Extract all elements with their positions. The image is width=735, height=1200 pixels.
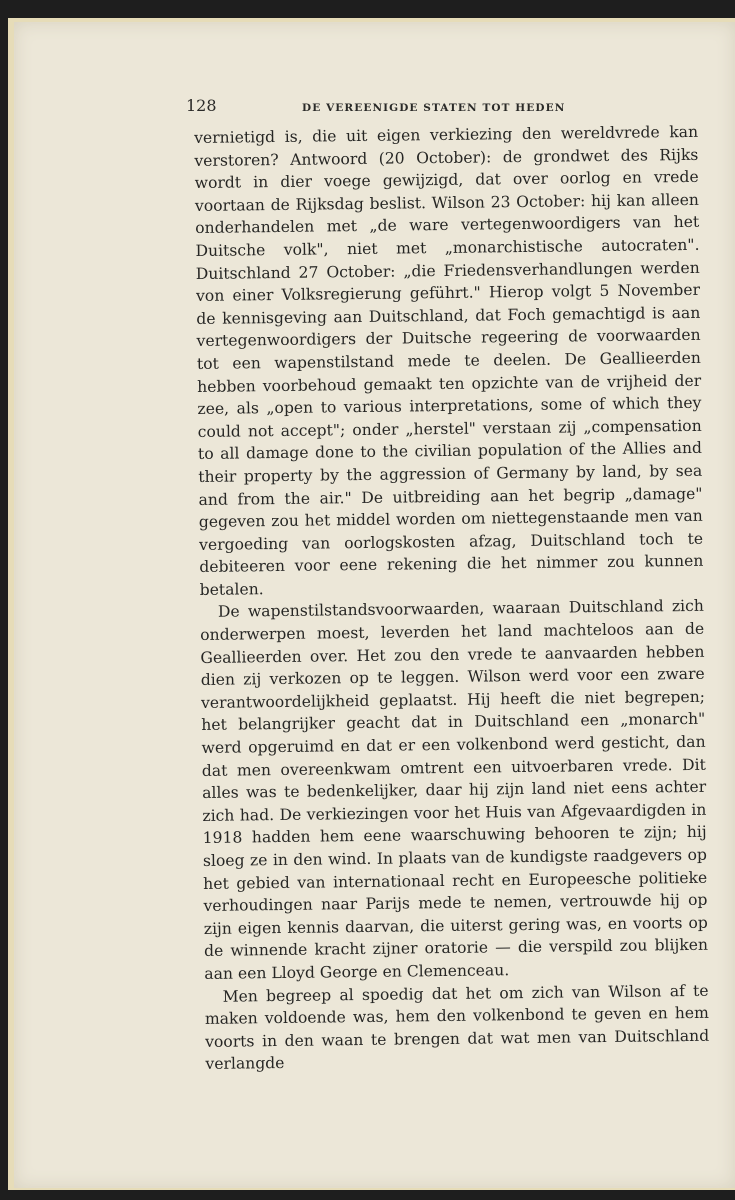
page-number: 128 (186, 96, 217, 115)
paragraph-3: Men begreep al spoedig dat het om zich van Wilson af te maken voldoende was, hem den volkenbond te geven en hem voorts in den waan te brengen dat wat men van Duitschland verlangde (204, 981, 710, 1074)
body-text (194, 121, 710, 1076)
paragraph-2: De wapenstilstandsvoorwaarden, waaraan Duitschland zich onderwerpen moest, leverden het land machteloos aan de Geallieerden over. Het zou den vrede te aanvaarden hebben dien zij verkozen op te leggen. Wilson werd voor een zware verantwoordelijkheid geplaatst. Hij heeft die niet begrepen; het belangrijker geacht dat in Duitschland een „monarch" werd opgeruimd en dat er een volkenbond werd gesticht, dan dat men overeenkwam omtrent een uitvoerbaren vrede. Dit alles was te bedenkelijker, daar hij zijn land niet eens achter zich had. De verkiezingen voor het Huis van Afgevaardigden in 1918 hadden hem eene waarschuwing behooren te zijn; hij sloeg ze in den wind. In plaats van de kundigste raadgevers op het gebied van internationaal recht en Europeesche politieke verhoudingen naar Parijs mede te nemen, vertrouwde hij op zijn eigen kennis daarvan, die uiterst gering was, en voorts op de winnende kracht zijner oratorie — die verspild zou blijken aan een Lloyd George en Clemenceau. (200, 597, 709, 983)
running-title: DE VEREENIGDE STATEN TOT HEDEN (302, 102, 566, 114)
paragraph-1: vernietigd is, die uit eigen verkiezing den wereldvrede kan verstoren? Antwoord (20 October): de grondwet des Rijks wordt in dier voege gewijzigd, dat over oorlog en vrede voortaan de Rijksdag beslist. Wilson 23 October: hij kan alleen onderhandelen met „de ware vertegenwoordigers van het Duitsche volk", niet met „monarchistische autocraten". Duitschland 27 October: „die Friedensverhandlungen werden von einer Volksregierung geführt." Hierop volgt 5 November de kennisgeving aan Duitschland, dat Foch gemachtigd is aan vertegenwoordigers der Duitsche regeering de voorwaarden tot een wapenstilstand mede te deelen. De Geallieerden hebben voorbehoud gemaakt ten opzichte van de vrijheid der zee, als „open to various interpretations, some of which they could not accept"; onder „herstel" verstaan zij „compensation to all damage done to the civilian population of the Allies and their property by the aggression of Germany by land, by sea and from the air." De uitbreiding aan het begrip „damage" gegeven zou het middel worden om niettegenstaande men van vergoeding van oorlogskosten afzag, Duitschland toch te debiteeren voor eene rekening die het nimmer zou kunnen betalen. (194, 122, 704, 599)
page-header (186, 96, 706, 115)
